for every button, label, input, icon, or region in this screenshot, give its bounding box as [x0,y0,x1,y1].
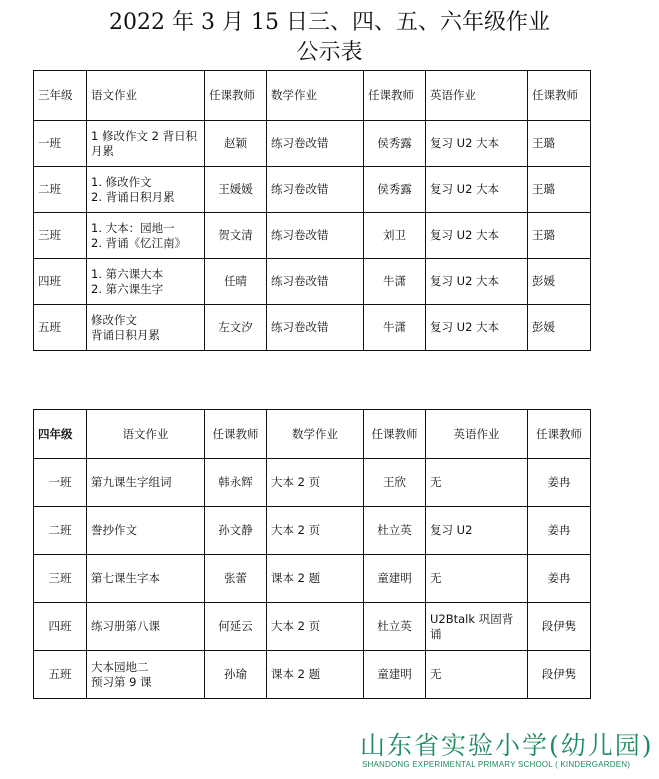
math-homework-cell: 课本 2 题 [267,555,364,603]
english-homework-cell: 复习 U2 [426,507,528,555]
header-math: 数学作业 [267,71,364,121]
teacher-cell: 段伊隽 [528,603,591,651]
header-teacher: 任课教师 [205,71,267,121]
class-cell: 三班 [34,555,87,603]
chinese-homework-cell: 修改作文 背诵日积月累 [87,305,205,351]
chinese-homework-cell: 1. 第六课大本 2. 第六课生字 [87,259,205,305]
header-teacher: 任课教师 [528,410,591,459]
teacher-cell: 贺文清 [205,213,267,259]
english-homework-cell: 无 [426,555,528,603]
teacher-cell: 牛潇 [364,305,426,351]
chinese-homework-cell: 1 修改作文 2 背日积 月累 [87,121,205,167]
table-row [34,603,591,651]
table-row [34,507,591,555]
teacher-cell: 侯秀露 [364,167,426,213]
math-homework-cell: 练习卷改错 [267,167,364,213]
teacher-cell: 韩永辉 [205,459,267,507]
table-row [34,555,591,603]
teacher-cell: 张蕾 [205,555,267,603]
table-row [34,213,591,259]
class-cell: 五班 [34,651,87,699]
chinese-homework-cell: 第九课生字组词 [87,459,205,507]
document-title: 2022 年 3 月 15 日三、四、五、六年级作业 [109,10,550,35]
teacher-cell: 王媛媛 [205,167,267,213]
chinese-homework-cell: 1. 大本：园地一 2. 背诵《忆江南》 [87,213,205,259]
header-math: 数学作业 [267,410,364,459]
teacher-cell: 王璐 [528,167,591,213]
class-cell: 二班 [34,507,87,555]
teacher-cell: 杜立英 [364,507,426,555]
school-name-en: SHANDONG EXPERIMENTAL PRIMARY SCHOOL ( KINDERGARDEN) [362,760,631,769]
teacher-cell: 童建明 [364,651,426,699]
math-homework-cell: 练习卷改错 [267,213,364,259]
table-row [34,459,591,507]
teacher-cell: 牛潇 [364,259,426,305]
header-grade: 三年级 [34,71,87,121]
header-chinese: 语文作业 [87,71,205,121]
english-homework-cell: 复习 U2 大本 [426,121,528,167]
grade4-homework-table [33,409,591,699]
math-homework-cell: 大本 2 页 [267,507,364,555]
header-teacher: 任课教师 [528,71,591,121]
header-teacher: 任课教师 [364,71,426,121]
class-cell: 一班 [34,121,87,167]
english-homework-cell: 复习 U2 大本 [426,213,528,259]
teacher-cell: 杜立英 [364,603,426,651]
teacher-cell: 姜冉 [528,555,591,603]
class-cell: 五班 [34,305,87,351]
teacher-cell: 彭媛 [528,305,591,351]
teacher-cell: 左文汐 [205,305,267,351]
school-name-cn: 山东省实验小学(幼儿园) [360,731,654,760]
class-cell: 一班 [34,459,87,507]
chinese-homework-cell: 1. 修改作文 2. 背诵日积月累 [87,167,205,213]
teacher-cell: 童建明 [364,555,426,603]
teacher-cell: 姜冉 [528,507,591,555]
teacher-cell: 段伊隽 [528,651,591,699]
teacher-cell: 彭媛 [528,259,591,305]
chinese-homework-cell: 誊抄作文 [87,507,205,555]
teacher-cell: 何延云 [205,603,267,651]
teacher-cell: 王欣 [364,459,426,507]
header-teacher: 任课教师 [205,410,267,459]
header-grade: 四年级 [34,410,87,459]
table-row [34,651,591,699]
document-subtitle: 公示表 [296,40,363,65]
english-homework-cell: 复习 U2 大本 [426,305,528,351]
math-homework-cell: 大本 2 页 [267,459,364,507]
table-row [34,305,591,351]
english-homework-cell: 无 [426,459,528,507]
class-cell: 二班 [34,167,87,213]
math-homework-cell: 练习卷改错 [267,305,364,351]
english-homework-cell: 复习 U2 大本 [426,259,528,305]
header-english: 英语作业 [426,410,528,459]
school-logo-watermark [360,726,654,774]
teacher-cell: 王璐 [528,213,591,259]
header-chinese: 语文作业 [87,410,205,459]
chinese-homework-cell: 第七课生字本 [87,555,205,603]
table-header-row [34,410,591,459]
class-cell: 四班 [34,259,87,305]
table-row [34,167,591,213]
math-homework-cell: 练习卷改错 [267,121,364,167]
teacher-cell: 赵颖 [205,121,267,167]
class-cell: 四班 [34,603,87,651]
teacher-cell: 侯秀露 [364,121,426,167]
table-row [34,121,591,167]
teacher-cell: 王璐 [528,121,591,167]
teacher-cell: 孙瑜 [205,651,267,699]
english-homework-cell: U2Btalk 巩固背诵 [426,603,528,651]
english-homework-cell: 无 [426,651,528,699]
header-english: 英语作业 [426,71,528,121]
header-teacher: 任课教师 [364,410,426,459]
math-homework-cell: 大本 2 页 [267,603,364,651]
table-row [34,259,591,305]
grade3-homework-table [33,70,591,351]
math-homework-cell: 练习卷改错 [267,259,364,305]
teacher-cell: 姜冉 [528,459,591,507]
table-header-row [34,71,591,121]
english-homework-cell: 复习 U2 大本 [426,167,528,213]
chinese-homework-cell: 大本园地二 预习第 9 课 [87,651,205,699]
teacher-cell: 刘卫 [364,213,426,259]
teacher-cell: 任晴 [205,259,267,305]
class-cell: 三班 [34,213,87,259]
math-homework-cell: 课本 2 题 [267,651,364,699]
teacher-cell: 孙文静 [205,507,267,555]
chinese-homework-cell: 练习册第八课 [87,603,205,651]
